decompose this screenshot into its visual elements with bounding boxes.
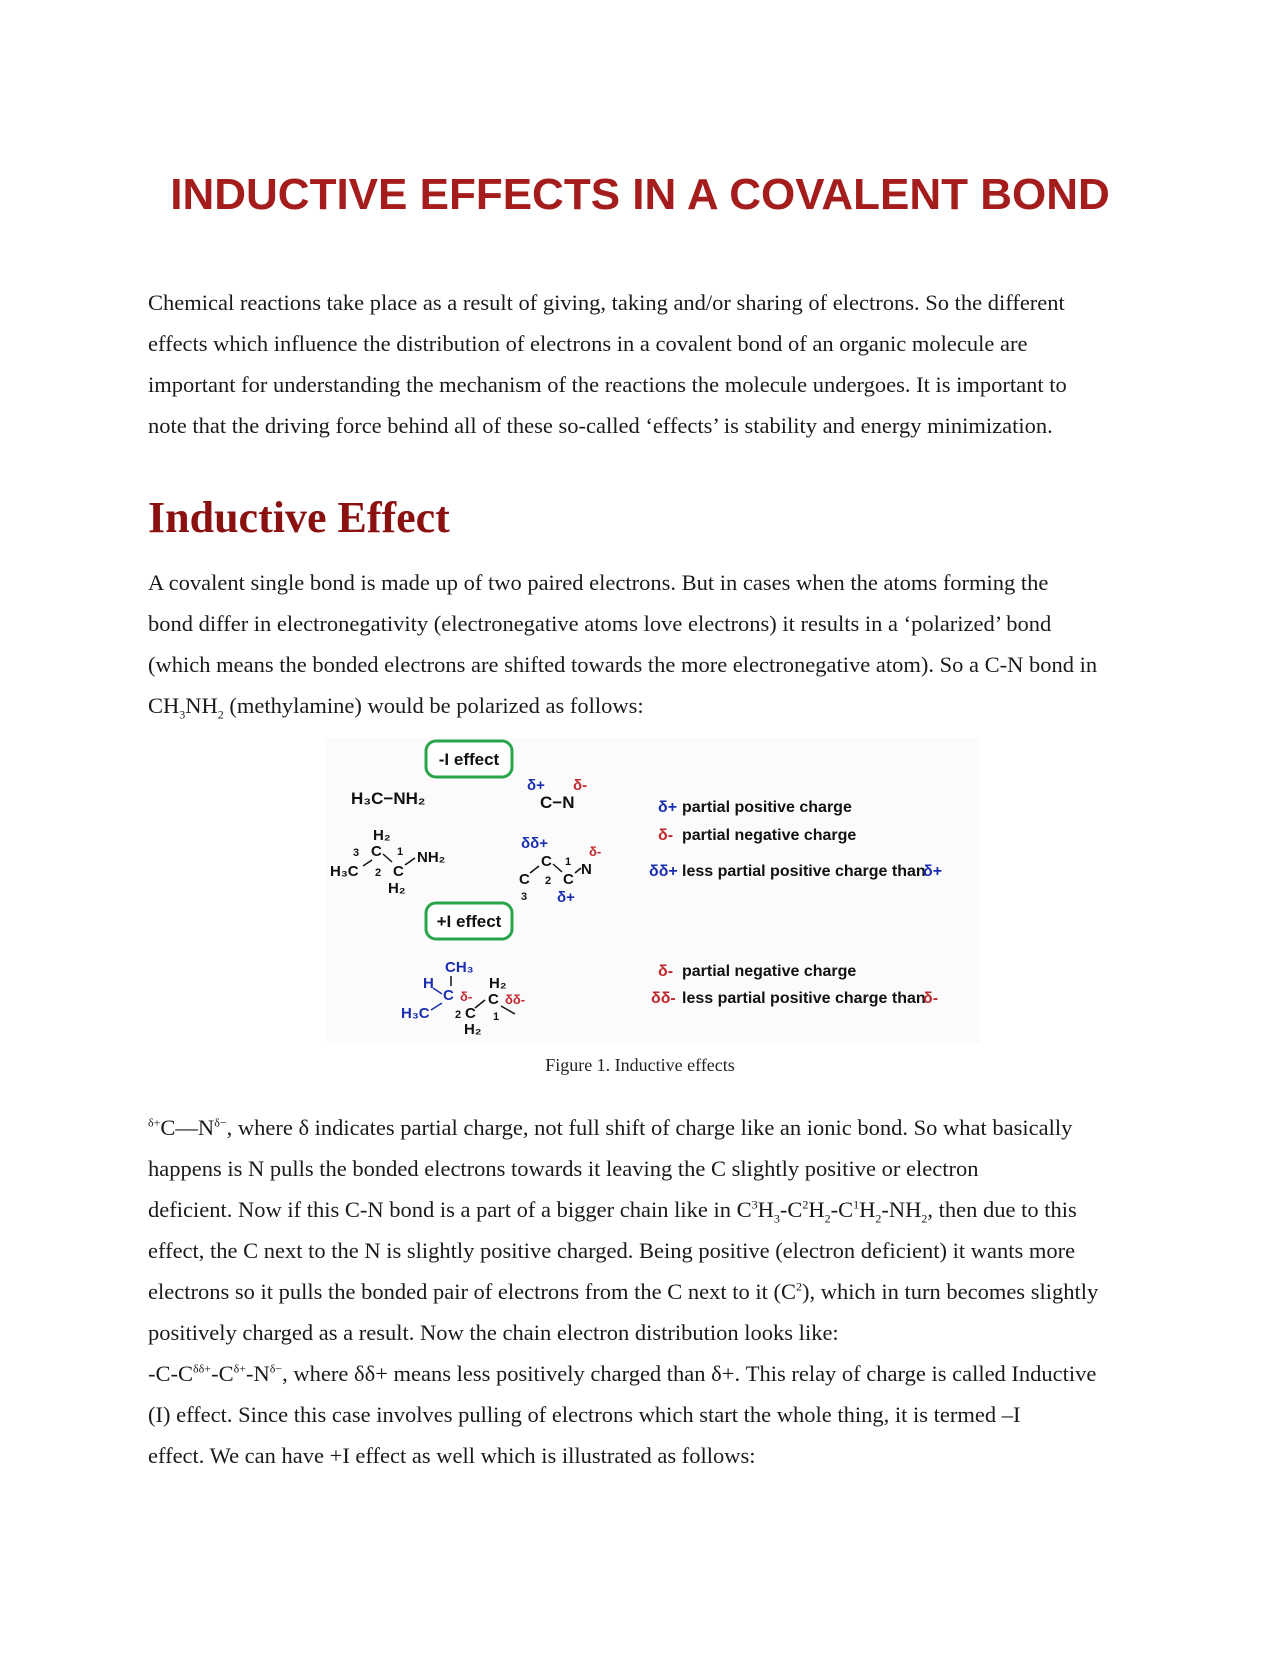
inductive-paragraph bbox=[148, 562, 1160, 726]
inductive-effects-figure bbox=[325, 738, 980, 1043]
para-line: effect. We can have +I effect as well which is illustrated as follows: bbox=[148, 1443, 756, 1468]
propyl-nh2: NH₂ bbox=[417, 849, 446, 866]
para-line: electrons so it pulls the bonded pair of electrons from the C next to it $(C^2)$, which in turn becomes slightly bbox=[148, 1279, 1099, 1304]
intro-line: effects which influence the distribution of electrons in a covalent bond of an organic molecule are bbox=[148, 331, 1028, 356]
chain-num-3: 3 bbox=[521, 891, 528, 903]
para-line: (which means the bonded electrons are shifted towards the more electronegative atom). So a C-N bond in bbox=[148, 652, 1098, 677]
legend2-ddminus-text: less partial positive charge than bbox=[682, 990, 926, 1007]
chain-c-2: C bbox=[563, 871, 574, 888]
para-line: deficient. Now if this C-N bond is a part of a bigger chain like in $C^3H_3-C^2H_2-C^1H_2-NH_2$, then due to this bbox=[148, 1197, 1077, 1226]
legend-dminus-text: partial negative charge bbox=[682, 827, 857, 844]
legend-dplus-symbol: δ+ bbox=[658, 799, 678, 816]
iso-num-1: 1 bbox=[493, 1011, 500, 1023]
para-line: bond differ in electronegativity (electronegative atoms love electrons) it results in a ‘polarized’ bond bbox=[148, 611, 1052, 636]
intro-line: note that the driving force behind all of these so-called ‘effects’ is stability and energy minimization. bbox=[148, 413, 1053, 438]
intro-paragraph bbox=[148, 282, 1160, 446]
para-line: positively charged as a result. Now the chain electron distribution looks like: bbox=[148, 1320, 839, 1345]
iso-c-c: C bbox=[465, 1005, 476, 1022]
figure-diagram bbox=[325, 738, 980, 1043]
legend-ddplus-symbol: δδ+ bbox=[649, 863, 678, 880]
propyl-num-3: 3 bbox=[353, 847, 360, 859]
section-heading: Inductive Effect bbox=[148, 493, 450, 542]
propyl-h2-top: H₂ bbox=[373, 827, 391, 844]
plus-i-effect-label: +I effect bbox=[436, 912, 502, 931]
para-line: $CH_3NH_2$ (methylamine) would be polarized as follows: bbox=[148, 693, 644, 722]
legend-dplus-text: partial positive charge bbox=[682, 799, 852, 816]
propyl-c-b: C bbox=[393, 863, 404, 880]
chain-num-2: 2 bbox=[545, 875, 552, 887]
para-line: A covalent single bond is made up of two paired electrons. But in cases when the atoms forming the bbox=[148, 570, 1049, 595]
chain-c-1: C bbox=[541, 853, 552, 870]
propyl-h2-bottom: H₂ bbox=[388, 880, 406, 897]
para-line: happens is N pulls the bonded electrons towards it leaving the C slightly positive or electron bbox=[148, 1156, 979, 1181]
propyl-c-a: C bbox=[371, 843, 382, 860]
minus-i-effect-label: -I effect bbox=[438, 750, 500, 769]
iso-c-a: C bbox=[443, 987, 454, 1004]
methylamine-formula: H₃C−NH₂ bbox=[351, 789, 426, 808]
iso-dminus: δ- bbox=[460, 989, 473, 1004]
intro-line: important for understanding the mechanism of the reactions the molecule undergoes. It is important to bbox=[148, 372, 1067, 397]
para-line: effect, the C next to the N is slightly positive charged. Being positive (electron deficient) it wants more bbox=[148, 1238, 1076, 1263]
iso-h2-bottom: H₂ bbox=[464, 1021, 482, 1038]
cn-delta-minus: δ- bbox=[573, 777, 588, 794]
legend-ddplus-text: less partial positive charge than bbox=[682, 863, 926, 880]
page-title: INDUCTIVE EFFECTS IN A COVALENT BOND bbox=[170, 170, 1110, 219]
legend2-ddminus-ref: δ- bbox=[923, 990, 939, 1007]
iso-h2-top: H₂ bbox=[489, 975, 507, 992]
figure-caption: Figure 1. Inductive effects bbox=[545, 1055, 735, 1075]
legend-dminus-symbol: δ- bbox=[658, 827, 674, 844]
chain-c-3: C bbox=[519, 871, 530, 888]
para-line: (I) effect. Since this case involves pulling of electrons which start the whole thing, it is termed –I bbox=[148, 1402, 1021, 1427]
chain-ddplus: δδ+ bbox=[521, 835, 548, 852]
charge-relay-paragraph bbox=[148, 1107, 1160, 1476]
legend2-ddminus-symbol: δδ- bbox=[651, 990, 676, 1007]
propyl-h3c: H₃C bbox=[330, 863, 359, 880]
para-line: $^{\delta+}C—N^{\delta-}$, where δ indicates partial charge, not full shift of charge like an ionic bond. So what basically bbox=[148, 1115, 1073, 1140]
cn-bond: C−N bbox=[540, 793, 575, 812]
legend2-dminus-symbol: δ- bbox=[658, 963, 674, 980]
propyl-num-1: 1 bbox=[397, 846, 404, 858]
iso-ddminus: δδ- bbox=[505, 992, 526, 1007]
chain-num-1: 1 bbox=[565, 856, 572, 868]
intro-line: Chemical reactions take place as a result of giving, taking and/or sharing of electrons. So the different bbox=[148, 290, 1065, 315]
iso-h: H bbox=[423, 975, 434, 992]
cn-delta-plus: δ+ bbox=[527, 777, 545, 794]
chain-n: N bbox=[581, 861, 592, 878]
chain-dplus: δ+ bbox=[557, 889, 575, 906]
iso-h3c: H₃C bbox=[401, 1005, 430, 1022]
legend2-dminus-text: partial negative charge bbox=[682, 963, 857, 980]
para-line: $-C-C^{\delta\delta+}-C^{\delta+}-N^{\delta-}$, where δδ+ means less positively charged than δ+. This relay of charge is called Inductive bbox=[148, 1361, 1097, 1386]
iso-c-b: C bbox=[488, 991, 499, 1008]
legend-ddplus-ref: δ+ bbox=[923, 863, 943, 880]
chain-dminus: δ- bbox=[589, 844, 602, 859]
propyl-num-2: 2 bbox=[375, 867, 382, 879]
iso-num-2: 2 bbox=[455, 1009, 462, 1021]
iso-ch3: CH₃ bbox=[445, 959, 474, 976]
